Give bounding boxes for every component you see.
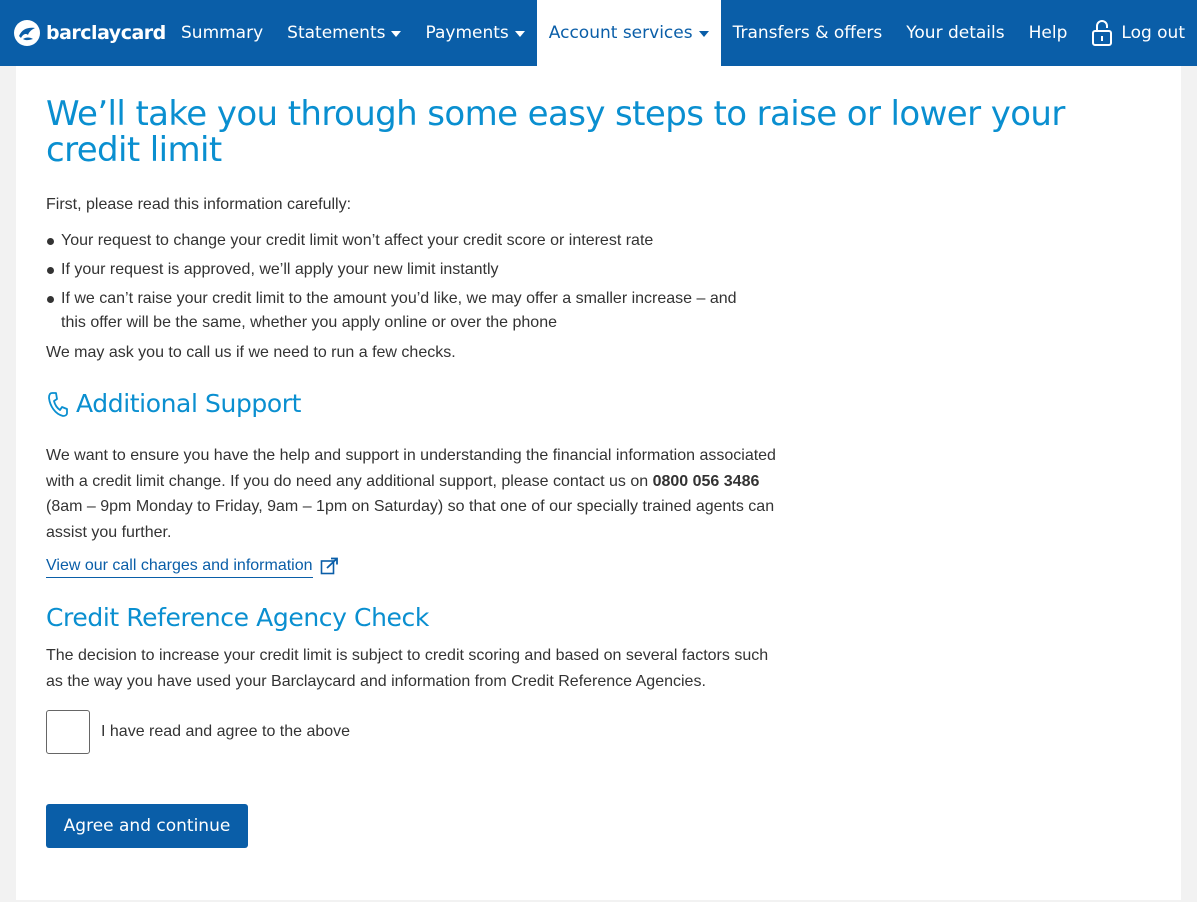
caret-down-icon — [391, 31, 401, 37]
call-charges-link[interactable]: View our call charges and information — [46, 555, 313, 578]
credit-reference-heading: Credit Reference Agency Check — [46, 603, 429, 632]
nav-item-account-services[interactable] — [537, 0, 721, 66]
agree-checkbox-row — [46, 710, 1126, 754]
nav-item-label: Transfers & offers — [732, 23, 883, 43]
credit-reference-text: The decision to increase your credit limit is subject to credit scoring and based on several factors such as the way you have used your Barclaycard and information from Credit Reference Agencies. — [46, 647, 769, 690]
heading-text: Additional Support — [76, 389, 302, 418]
list-item-text: Your request to change your credit limit won’t affect your credit score or interest rate — [61, 232, 654, 249]
nav-item-help[interactable] — [1017, 0, 1080, 66]
agree-checkbox[interactable] — [46, 710, 90, 754]
nav-item-payments[interactable] — [413, 0, 536, 66]
intro-text: First, please read this information carefully: — [46, 196, 352, 213]
nav-item-label: Help — [1028, 23, 1068, 43]
list-item — [46, 258, 746, 282]
barclaycard-logo[interactable] — [0, 0, 169, 66]
bullet-icon — [47, 267, 54, 274]
caret-down-icon — [515, 31, 525, 37]
phone-icon — [46, 390, 70, 418]
nav-item-label: Account services — [548, 23, 693, 43]
info-list — [46, 229, 746, 335]
nav-item-transfers-offers[interactable] — [721, 0, 895, 66]
caret-down-icon — [699, 31, 709, 37]
list-item-text: If your request is approved, we’ll apply your new limit instantly — [61, 261, 499, 278]
list-item — [46, 229, 746, 253]
bullet-icon — [47, 296, 54, 303]
nav-item-label: Your details — [906, 23, 1005, 43]
nav-item-label: Payments — [425, 23, 509, 43]
list-item — [46, 287, 746, 335]
support-text-intro: We want to ensure you have the help and support in understanding the financial information associated with a credit limit change. If you do need any additional support, please contact us on — [46, 447, 776, 490]
nav-item-statements[interactable] — [275, 0, 413, 66]
top-navigation — [0, 0, 1197, 66]
nav-item-label: Summary — [181, 23, 264, 43]
support-text-hours: (8am – 9pm Monday to Friday, 9am – 1pm on Saturday) so that one of our specially trained agents can assist you further. — [46, 498, 775, 541]
bullet-icon — [47, 238, 54, 245]
call-charges-link-row — [46, 555, 1126, 578]
external-link-icon[interactable] — [320, 557, 339, 576]
nav-item-summary[interactable] — [169, 0, 275, 66]
nav-item-label: Statements — [287, 23, 386, 43]
eagle-logo-icon — [13, 19, 41, 47]
nav-item-your-details[interactable] — [894, 0, 1016, 66]
logout-button[interactable] — [1079, 0, 1197, 66]
padlock-icon — [1091, 19, 1113, 47]
logout-label: Log out — [1121, 23, 1185, 43]
additional-support-heading — [46, 389, 1126, 419]
list-item-text: If we can’t raise your credit limit to the amount you’d like, we may offer a smaller increase – and this offer will be the same, whether you apply online or over the phone — [61, 290, 737, 331]
agree-label[interactable]: I have read and agree to the above — [101, 723, 351, 740]
support-phone-number: 0800 056 3486 — [652, 472, 760, 490]
main-content — [16, 66, 1181, 900]
content-inner — [46, 96, 1126, 848]
checks-note: We may ask you to call us if we need to run a few checks. — [46, 344, 456, 361]
agree-and-continue-button[interactable]: Agree and continue — [46, 804, 248, 848]
support-text — [46, 443, 776, 545]
page-title: We’ll take you through some easy steps to raise or lower your credit limit — [46, 94, 1065, 170]
brand-name: barclaycard — [46, 22, 166, 44]
